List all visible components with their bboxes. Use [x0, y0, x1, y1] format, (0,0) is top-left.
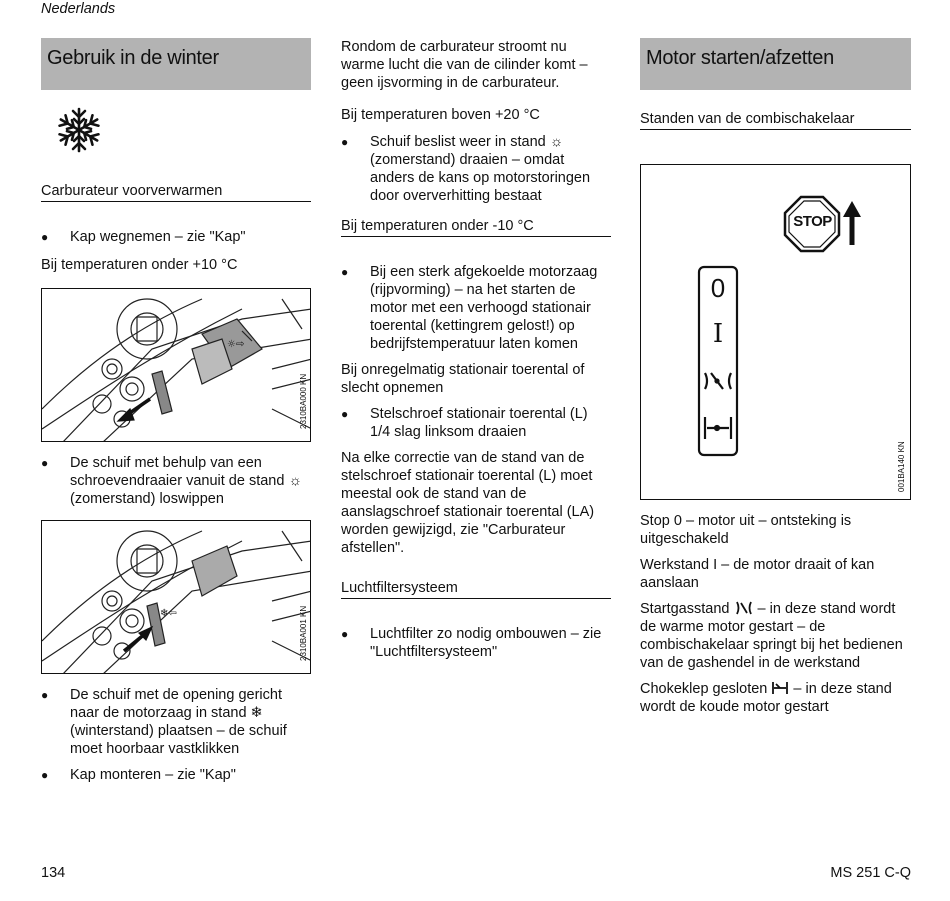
list-item-idle-screw: ● Stelschroef stationair toerental (L) 1/4 slag linksom draaien	[341, 405, 611, 441]
figure-code: 2310BA001 KN	[299, 605, 308, 661]
paragraph-warm-air: Rondom de carburateur stroomt nu warme lucht die van de cilinder komt – geen ijsvorming in de carburateur.	[341, 39, 588, 91]
paragraph-work	[640, 556, 911, 592]
list-item-summer-position: ● Schuif beslist weer in stand ☼ (zomerstand) draaien – omdat anders de kans op motorstoringen door oververhitting bestaat	[341, 133, 611, 205]
figure-carburettor-slide-in	[41, 520, 311, 674]
subheading-below-minus-10: Bij temperaturen onder -10 °C	[341, 217, 611, 237]
half-throttle-icon	[734, 601, 754, 615]
column-winter-use	[41, 38, 311, 784]
language-label: Nederlands	[41, 1, 116, 17]
switch-label-stop: 0	[710, 273, 726, 303]
list-item-cold-saw: ● Bij een sterk afgekoelde motorzaag (rijpvorming) – na het starten de motor met een verhoogd stationair toerental (kettingrem gelost!) op bedrijfstemperatuur laten komen	[341, 263, 611, 353]
list-item-slide-out: ● De schuif met behulp van een schroevendraaier vanuit de stand ☼ (zomerstand) loswippen	[41, 454, 311, 508]
subheading-below-10: Bij temperaturen onder +10 °C	[41, 257, 238, 273]
half-throttle-icon	[705, 373, 731, 389]
paragraph-stop	[640, 512, 911, 548]
subheading-switch-positions: Standen van de combischakelaar	[640, 110, 911, 130]
subheading-above-20: Bij temperaturen boven +20 °C	[341, 107, 540, 123]
choke-icon	[771, 681, 789, 695]
term-choke: Chokeklep gesloten	[640, 681, 768, 697]
term-startgas: Startgasstand	[640, 601, 730, 617]
list-item-slide-in: ● De schuif met de opening gericht naar de motorzaag in stand ❄ (winterstand) plaatsen – de schuif moet hoorbaar vastklikken	[41, 686, 311, 758]
switch-label-run: I	[712, 319, 724, 349]
paragraph-correction: Na elke correctie van de stand van de stelschroef stationair toerental (L) moet meestal ook de stand van de aanslagschroef stationair toerental (LA) worden gewijzigd, zie "Carburateur afstellen".	[341, 450, 595, 556]
paragraph-startgas	[640, 600, 911, 672]
snowflake-icon	[55, 106, 103, 154]
figure-carburettor-slide-out	[41, 288, 311, 442]
subheading-airfilter: Luchtfiltersysteem	[341, 579, 611, 599]
column-winter-use-continued	[341, 38, 611, 661]
term-work: Werkstand I	[640, 557, 718, 573]
page-number: 134	[41, 865, 66, 881]
subheading-preheat: Carburateur voorverwarmen	[41, 182, 311, 202]
desc-work: – de motor draait of kan aanslaan	[640, 557, 875, 591]
model-name: MS 251 C-Q	[830, 865, 911, 881]
desc-startgas: – in deze stand wordt de warme motor gestart – de combischakelaar springt bij het bedienen van de gashendel in de werkstand	[640, 601, 903, 671]
term-stop: Stop 0	[640, 513, 682, 529]
svg-text:❄⇦: ❄⇦	[160, 608, 177, 619]
figure-code: 2310BA000 KN	[299, 373, 308, 429]
svg-text:☼⇨: ☼⇨	[227, 339, 245, 350]
desc-stop: – motor uit – ontsteking is uitgeschakeld	[640, 513, 852, 547]
column-engine-start-stop	[640, 38, 911, 716]
choke-icon	[705, 417, 731, 439]
paragraph-irregular-idle: Bij onregelmatig stationair toerental of slecht opnemen	[341, 362, 585, 396]
section-heading-winter: Gebruik in de winter	[41, 38, 311, 90]
figure-code: 001BA140 KN	[897, 441, 906, 492]
section-heading-engine: Motor starten/afzetten	[640, 38, 911, 90]
list-item-airfilter: ● Luchtfilter zo nodig ombouwen – zie "Luchtfiltersysteem"	[341, 625, 611, 661]
figure-master-control	[640, 164, 911, 500]
desc-choke: – in deze stand wordt de koude motor gestart	[640, 681, 892, 715]
list-item-cap-mount: ● Kap monteren – zie "Kap"	[41, 766, 311, 784]
stop-sign-label: STOP	[793, 213, 832, 230]
list-item-cap-remove: ● Kap wegnemen – zie "Kap"	[41, 228, 311, 246]
paragraph-choke	[640, 680, 911, 716]
